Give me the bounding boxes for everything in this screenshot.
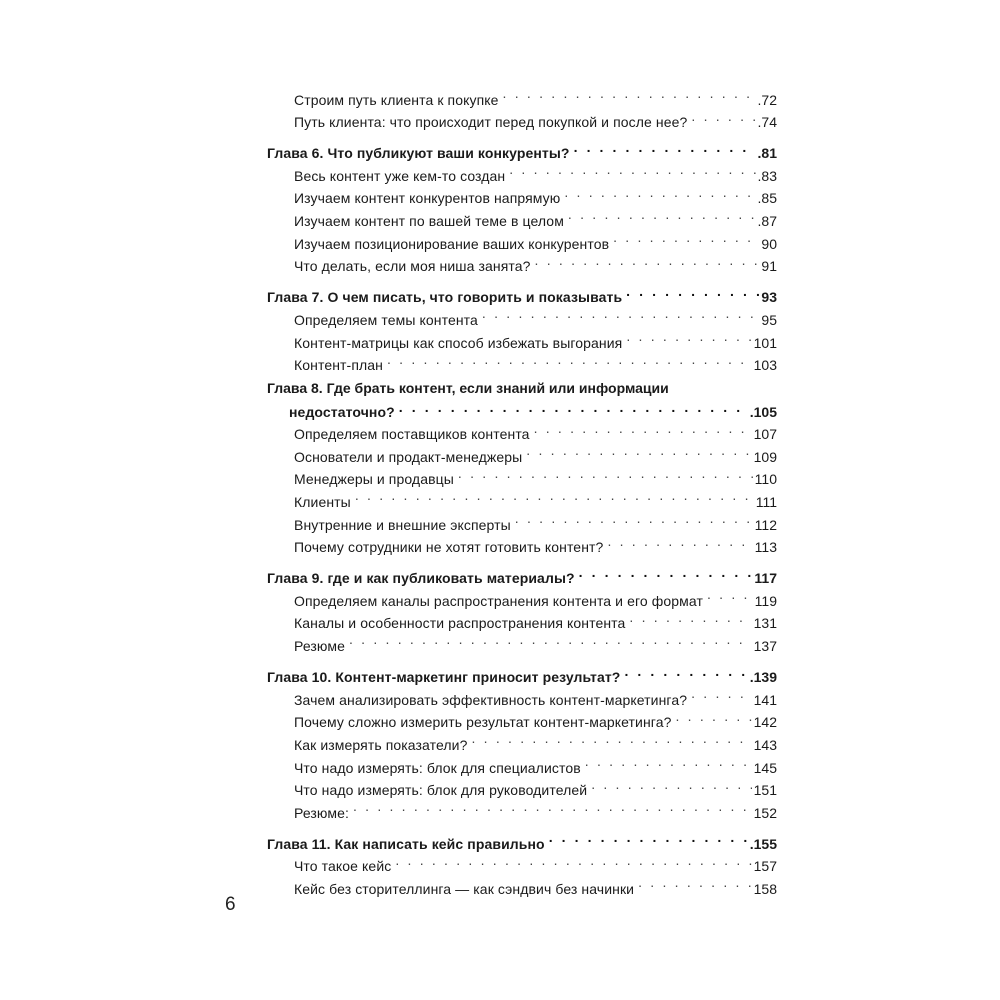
dot-leader [458,462,753,485]
table-of-contents [267,82,777,897]
dot-leader [638,871,752,894]
dot-leader [509,158,755,181]
section-title: Менеджеры и продавцы [294,471,454,488]
page-ref: 93 [761,289,777,306]
page-ref: .72 [757,91,777,108]
section-title: Изучаем позиционирование ваших конкурентов [294,235,610,252]
dot-leader [503,82,756,105]
page-ref: 103 [753,357,777,374]
page-ref: 109 [753,448,777,465]
section-title: Определяем каналы распространения контента и его формат [294,592,703,609]
page-ref: .74 [757,114,777,131]
page-ref: 113 [754,539,777,556]
section-title: Каналы и особенности распространения контента [294,615,626,632]
section-title: Зачем анализировать эффективность контент-маркетинга? [294,691,688,708]
toc-chapter-entry [267,136,777,162]
page-ref: 145 [753,759,777,776]
page-ref: .105 [749,403,777,420]
page-ref: 90 [761,235,777,252]
chapter-title: Глава 8. Где брать контент, если знаний или информации [267,379,669,396]
dot-leader [472,727,752,750]
section-title: Что делать, если моя ниша занята? [294,258,531,275]
section-title: Изучаем контент по вашей теме в целом [294,213,564,230]
dot-leader [353,795,752,818]
dot-leader [629,606,751,629]
page-ref: 152 [753,804,777,821]
page-ref: 142 [753,714,777,731]
toc-chapter-entry [267,561,777,587]
page-ref: 91 [761,258,777,275]
dot-leader [574,136,756,159]
chapter-title: Глава 7. О чем писать, что говорить и показывать [267,289,623,306]
chapter-title: Глава 10. Контент-маркетинг приносит результат? [267,669,621,686]
dot-leader [579,561,753,584]
section-title: Что надо измерять: блок для специалистов [294,759,581,776]
section-title: Строим путь клиента к покупке [294,91,499,108]
page-ref: 141 [753,691,777,708]
chapter-title-continuation: недостаточно? [289,403,395,420]
dot-leader [355,484,754,507]
page-number: 6 [225,894,236,915]
chapter-title: Глава 9. где и как публиковать материалы? [267,570,575,587]
dot-leader [526,439,751,462]
page-ref: 110 [754,471,777,488]
dot-leader [549,826,748,849]
dot-leader [691,682,752,705]
section-title: Определяем темы контента [294,311,478,328]
page-ref: 117 [754,570,777,587]
page-ref: 107 [753,426,777,443]
dot-leader [535,249,760,272]
page-ref: 95 [761,311,777,328]
page-ref: 143 [753,736,777,753]
toc-chapter-entry [267,280,777,306]
page-ref: 137 [753,638,777,655]
toc-chapter-entry [267,398,777,420]
dot-leader [626,325,751,348]
page-ref: 101 [753,334,777,351]
page-ref: 111 [755,494,777,510]
section-title: Кейс без сторителлинга — как сэндвич без начинки [294,881,635,897]
dot-leader [399,398,748,417]
page-ref: 131 [753,615,777,632]
dot-leader [675,705,751,728]
chapter-title: Глава 6. Что публикуют ваши конкуренты? [267,145,570,162]
section-title: Контент-матрицы как способ избежать выгорания [294,334,623,351]
page-ref: 119 [754,592,777,609]
page-ref: 157 [753,858,777,875]
section-title: Как измерять показатели? [294,736,468,753]
page-ref: .87 [757,213,777,230]
page-ref: 151 [753,782,777,799]
dot-leader [568,203,756,226]
section-title: Резюме [294,638,345,655]
dot-leader [691,105,755,128]
section-title: Путь клиента: что происходит перед покупкой и после нее? [294,114,688,131]
toc-chapter-entry [267,826,777,852]
section-title: Клиенты [294,494,351,510]
page-ref: .83 [757,167,777,184]
toc-chapter-entry [267,660,777,686]
dot-leader [613,226,759,249]
section-title: Контент-план [294,357,383,374]
section-title: Резюме: [294,804,349,821]
chapter-title: Глава 11. Как написать кейс правильно [267,835,545,852]
section-title: Изучаем контент конкурентов напрямую [294,190,561,207]
page-ref: .139 [749,669,777,686]
dot-leader [591,773,751,796]
section-title: Почему сложно измерить результат контент-маркетинга? [294,714,672,731]
section-title: Что такое кейс [294,858,392,875]
dot-leader [585,750,752,773]
toc-section-entry [267,82,777,108]
section-title: Что надо измерять: блок для руководителей [294,782,588,799]
dot-leader [564,181,755,204]
section-title: Почему сотрудники не хотят готовить контент? [294,539,604,556]
dot-leader [387,348,752,371]
dot-leader [707,583,753,606]
page-ref: 158 [753,881,777,897]
dot-leader [515,507,753,530]
page-ref: .81 [757,145,777,162]
dot-leader [626,280,759,303]
section-title: Определяем поставщиков контента [294,426,530,443]
page-ref: 112 [754,516,777,533]
dot-leader [607,530,752,553]
page-ref: .155 [749,835,777,852]
section-title: Внутренние и внешние эксперты [294,516,511,533]
dot-leader [534,417,752,440]
dot-leader [395,849,751,872]
dot-leader [482,302,760,325]
page-ref: .85 [757,190,777,207]
section-title: Основатели и продакт-менеджеры [294,448,523,465]
section-title: Весь контент уже кем-то создан [294,167,506,184]
dot-leader [624,660,747,683]
dot-leader [349,628,752,651]
